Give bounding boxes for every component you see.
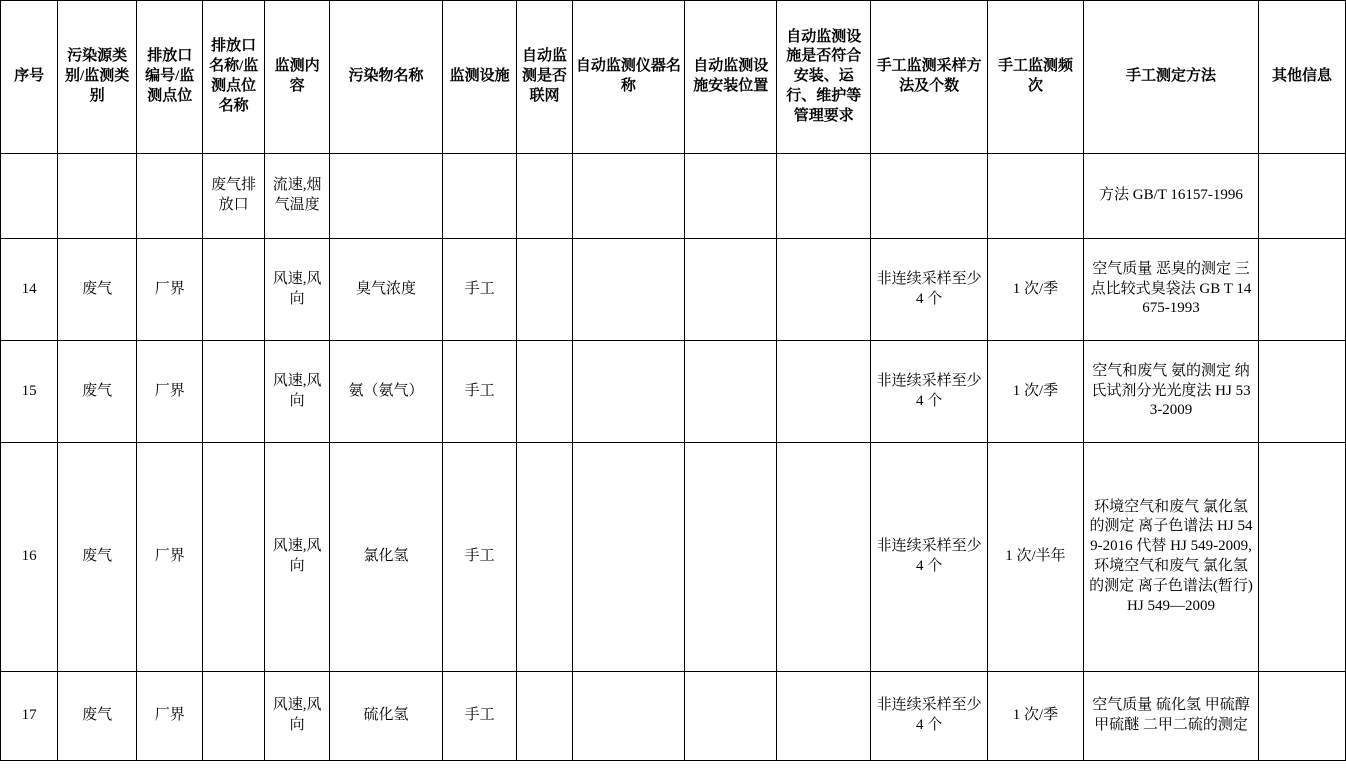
cell-manual-sampling-method: 非连续采样至少 4 个 xyxy=(871,672,988,761)
cell-source-category: 废气 xyxy=(58,341,137,443)
cell-source-category: 废气 xyxy=(58,443,137,672)
cell-auto-compliance xyxy=(777,239,871,341)
column-header-manual-sampling-method: 手工监测采样方法及个数 xyxy=(871,1,988,154)
cell-other-info xyxy=(1258,154,1345,239)
cell-pollutant-name xyxy=(330,154,443,239)
cell-source-category xyxy=(58,154,137,239)
cell-monitoring-facility xyxy=(442,154,517,239)
cell-monitoring-content: 风速,风向 xyxy=(264,443,329,672)
cell-pollutant-name: 臭气浓度 xyxy=(330,239,443,341)
cell-outlet-name xyxy=(203,341,264,443)
table-header xyxy=(1,1,1346,154)
cell-outlet-name xyxy=(203,443,264,672)
cell-index: 15 xyxy=(1,341,58,443)
cell-outlet-code: 厂界 xyxy=(137,341,203,443)
cell-auto-compliance xyxy=(777,154,871,239)
cell-monitoring-facility: 手工 xyxy=(442,341,517,443)
cell-outlet-code: 厂界 xyxy=(137,443,203,672)
cell-auto-install-location xyxy=(685,154,777,239)
cell-other-info xyxy=(1258,443,1345,672)
cell-auto-instrument-name xyxy=(572,341,685,443)
cell-source-category: 废气 xyxy=(58,672,137,761)
column-header-auto-instrument-name: 自动监测仪器名称 xyxy=(572,1,685,154)
cell-monitoring-content: 流速,烟气温度 xyxy=(264,154,329,239)
cell-monitoring-facility: 手工 xyxy=(442,443,517,672)
column-header-outlet-code: 排放口编号/监测点位 xyxy=(137,1,203,154)
cell-manual-frequency: 1 次/季 xyxy=(987,239,1083,341)
cell-auto-compliance xyxy=(777,341,871,443)
cell-outlet-code xyxy=(137,154,203,239)
header-row xyxy=(1,1,1346,154)
cell-auto-networked xyxy=(517,341,572,443)
cell-manual-determination-method: 空气质量 恶臭的测定 三点比较式臭袋法 GB T 14675-1993 xyxy=(1084,239,1259,341)
cell-other-info xyxy=(1258,341,1345,443)
cell-manual-sampling-method: 非连续采样至少 4 个 xyxy=(871,443,988,672)
cell-manual-sampling-method xyxy=(871,154,988,239)
cell-auto-instrument-name xyxy=(572,239,685,341)
cell-pollutant-name: 硫化氢 xyxy=(330,672,443,761)
cell-monitoring-content: 风速,风向 xyxy=(264,341,329,443)
table-row xyxy=(1,672,1346,761)
cell-outlet-name xyxy=(203,672,264,761)
cell-auto-instrument-name xyxy=(572,672,685,761)
cell-auto-install-location xyxy=(685,672,777,761)
column-header-auto-compliance: 自动监测设施是否符合安装、运行、维护等管理要求 xyxy=(777,1,871,154)
cell-auto-install-location xyxy=(685,239,777,341)
column-header-source-category: 污染源类别/监测类别 xyxy=(58,1,137,154)
cell-outlet-code: 厂界 xyxy=(137,672,203,761)
table-body xyxy=(1,154,1346,761)
cell-manual-sampling-method: 非连续采样至少 4 个 xyxy=(871,239,988,341)
column-header-monitoring-content: 监测内容 xyxy=(264,1,329,154)
cell-monitoring-content: 风速,风向 xyxy=(264,672,329,761)
cell-manual-determination-method: 空气质量 硫化氢 甲硫醇 甲硫醚 二甲二硫的测定 xyxy=(1084,672,1259,761)
cell-manual-frequency: 1 次/季 xyxy=(987,672,1083,761)
column-header-outlet-name: 排放口名称/监测点位名称 xyxy=(203,1,264,154)
cell-index: 16 xyxy=(1,443,58,672)
cell-auto-instrument-name xyxy=(572,154,685,239)
cell-auto-networked xyxy=(517,239,572,341)
column-header-manual-frequency: 手工监测频次 xyxy=(987,1,1083,154)
cell-auto-networked xyxy=(517,154,572,239)
cell-manual-sampling-method: 非连续采样至少 4 个 xyxy=(871,341,988,443)
table-row xyxy=(1,154,1346,239)
cell-pollutant-name: 氯化氢 xyxy=(330,443,443,672)
cell-auto-compliance xyxy=(777,672,871,761)
cell-index: 14 xyxy=(1,239,58,341)
cell-other-info xyxy=(1258,672,1345,761)
cell-monitoring-content: 风速,风向 xyxy=(264,239,329,341)
table-row xyxy=(1,239,1346,341)
cell-monitoring-facility: 手工 xyxy=(442,239,517,341)
column-header-monitoring-facility: 监测设施 xyxy=(442,1,517,154)
cell-outlet-name xyxy=(203,239,264,341)
cell-manual-frequency: 1 次/季 xyxy=(987,341,1083,443)
cell-source-category: 废气 xyxy=(58,239,137,341)
column-header-manual-determination-method: 手工测定方法 xyxy=(1084,1,1259,154)
cell-auto-instrument-name xyxy=(572,443,685,672)
cell-outlet-name: 废气排放口 xyxy=(203,154,264,239)
cell-manual-frequency: 1 次/半年 xyxy=(987,443,1083,672)
cell-auto-install-location xyxy=(685,341,777,443)
cell-auto-networked xyxy=(517,672,572,761)
column-header-index: 序号 xyxy=(1,1,58,154)
column-header-pollutant-name: 污染物名称 xyxy=(330,1,443,154)
cell-outlet-code: 厂界 xyxy=(137,239,203,341)
cell-auto-compliance xyxy=(777,443,871,672)
cell-manual-determination-method: 环境空气和废气 氯化氢的测定 离子色谱法 HJ 549-2016 代替 HJ 549-2009, 环境空气和废气 氯化氢的测定 离子色谱法(暂行)HJ 549—2009 xyxy=(1084,443,1259,672)
cell-other-info xyxy=(1258,239,1345,341)
column-header-other-info: 其他信息 xyxy=(1258,1,1345,154)
table-row xyxy=(1,341,1346,443)
column-header-auto-install-location: 自动监测设施安装位置 xyxy=(685,1,777,154)
cell-manual-frequency xyxy=(987,154,1083,239)
cell-manual-determination-method: 空气和废气 氨的测定 纳氏试剂分光光度法 HJ 533-2009 xyxy=(1084,341,1259,443)
cell-manual-determination-method: 方法 GB/T 16157-1996 xyxy=(1084,154,1259,239)
cell-monitoring-facility: 手工 xyxy=(442,672,517,761)
column-header-auto-networked: 自动监测是否联网 xyxy=(517,1,572,154)
cell-index xyxy=(1,154,58,239)
cell-auto-install-location xyxy=(685,443,777,672)
cell-pollutant-name: 氨（氨气） xyxy=(330,341,443,443)
cell-index: 17 xyxy=(1,672,58,761)
table-row xyxy=(1,443,1346,672)
cell-auto-networked xyxy=(517,443,572,672)
